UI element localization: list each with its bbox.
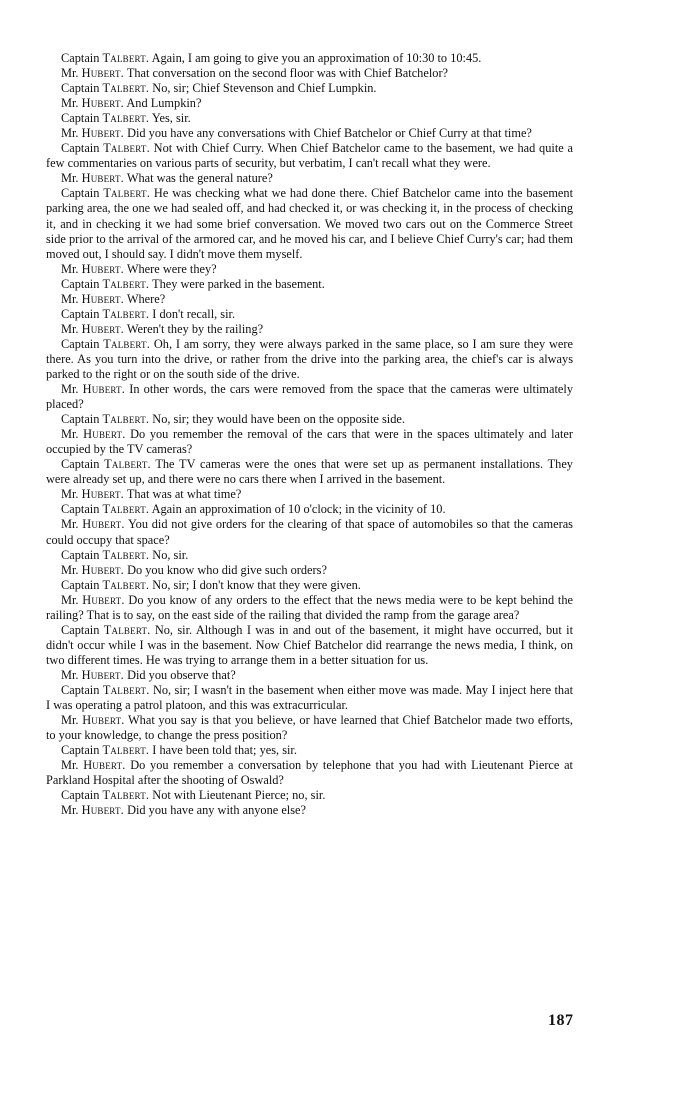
speaker-title: Mr. [61, 261, 79, 276]
speaker-name: Hubert. [81, 66, 124, 81]
speaker-name: Hubert. [82, 592, 125, 607]
testimony-paragraph [46, 517, 573, 547]
speaker-name: Talbert. [102, 547, 150, 562]
speaker-name: Hubert. [81, 261, 124, 276]
speech-text: Not with Lieutenant Pierce; no, sir. [152, 788, 326, 803]
testimony-paragraph [46, 277, 573, 292]
speech-text: No, sir; I don't know that they were given. [152, 577, 361, 592]
testimony-paragraph [46, 322, 573, 337]
speaker-title: Mr. [61, 592, 79, 607]
speaker-title: Captain [61, 743, 100, 758]
speaker-name: Talbert. [102, 502, 150, 517]
testimony-paragraph [46, 683, 573, 713]
speech-text: Where? [126, 291, 166, 306]
speech-text: Where were they? [126, 261, 217, 276]
testimony-paragraph [46, 292, 573, 307]
speech-text: Again an approximation of 10 o'clock; in the vicinity of 10. [151, 502, 446, 517]
speaker-name: Talbert. [102, 412, 150, 427]
speaker-name: Talbert. [103, 186, 150, 201]
speech-text: Do you remember a conversation by telephone that you had with Lieutenant Pierce at Parkland Hospital after the shooting of Oswald? [46, 758, 573, 788]
speaker-title: Captain [61, 111, 100, 126]
speech-text: No, sir; I wasn't in the basement when either move was made. May I inject here that I was operating a patrol platoon, and this was extracurricular. [46, 682, 574, 713]
testimony-paragraph [46, 141, 573, 171]
speech-text: Did you observe that? [127, 667, 236, 682]
speaker-title: Captain [61, 336, 100, 351]
speech-text: No, sir; Chief Stevenson and Chief Lumpkin. [152, 81, 377, 96]
testimony-paragraph [46, 803, 573, 818]
testimony-paragraph [46, 51, 573, 66]
speaker-title: Captain [61, 306, 100, 321]
testimony-paragraph [46, 66, 573, 81]
speaker-title: Mr. [61, 126, 79, 141]
testimony-paragraph [46, 81, 573, 96]
speaker-title: Captain [61, 141, 100, 156]
speech-text: What was the general nature? [126, 171, 273, 186]
speaker-name: Hubert. [82, 517, 125, 532]
speaker-name: Hubert. [81, 171, 124, 186]
speaker-title: Mr. [61, 713, 79, 728]
speaker-title: Captain [61, 547, 100, 562]
speaker-title: Mr. [61, 321, 79, 336]
speech-text: Yes, sir. [151, 111, 191, 126]
speaker-title: Mr. [61, 562, 79, 577]
speech-text: He was checking what we had done there. Chief Batchelor came into the basement parking area, the one we had sealed off, and had checked it, or was checking it, in the process of checking it, and in checking it we had some brief conversation. We moved two cars out on the Commerce Street side prior to the arrival of the armored car, and he moved his car, and I believe Chief Curry's car; had them moved out, I should say. I didn't move them myself. [46, 186, 574, 261]
speaker-title: Captain [61, 788, 100, 803]
speaker-name: Talbert. [102, 682, 150, 697]
speaker-name: Talbert. [102, 51, 150, 65]
speaker-name: Talbert. [102, 111, 150, 126]
speaker-title: Captain [61, 186, 100, 201]
speaker-title: Captain [61, 502, 100, 517]
testimony-paragraph [46, 307, 573, 322]
speaker-title: Mr. [61, 96, 79, 111]
speaker-name: Hubert. [81, 291, 124, 306]
speaker-name: Hubert. [81, 321, 124, 336]
speech-text: In other words, the cars were removed from the space that the cameras were ultimately placed? [46, 382, 574, 412]
testimony-paragraph [46, 382, 573, 412]
speech-text: Do you remember the removal of the cars that were in the spaces ultimately and later occupied by the TV cameras? [46, 427, 573, 457]
speaker-name: Hubert. [81, 562, 124, 577]
speaker-title: Captain [61, 682, 100, 697]
testimony-paragraph [46, 262, 573, 277]
speech-text: Did you have any conversations with Chief Batchelor or Chief Curry at that time? [127, 126, 532, 141]
speaker-name: Talbert. [102, 743, 150, 758]
speaker-title: Mr. [61, 382, 79, 397]
speech-text: Do you know of any orders to the effect that the news media were to be kept behind the railing? That is to say, on the east side of the railing that divided the ramp from the garage area? [46, 592, 573, 622]
speaker-title: Mr. [61, 487, 79, 502]
speaker-name: Talbert. [102, 276, 150, 291]
speaker-name: Talbert. [102, 788, 150, 803]
testimony-paragraph [46, 111, 573, 126]
speech-text: And Lumpkin? [126, 96, 202, 111]
speech-text: I don't recall, sir. [152, 306, 236, 321]
speech-text: That was at what time? [126, 487, 242, 502]
speaker-name: Hubert. [81, 667, 124, 682]
speaker-title: Captain [61, 51, 100, 65]
testimony-paragraph [46, 743, 573, 758]
testimony-paragraph [46, 457, 573, 487]
speaker-name: Talbert. [103, 622, 151, 637]
speaker-title: Mr. [61, 517, 79, 532]
speaker-title: Mr. [61, 758, 79, 773]
speech-text: Oh, I am sorry, they were always parked in the same place, so I am sure they were there. As you turn into the drive, or rather from the drive into the parking area, the chief's car is always parked to the right or on the south side of the drive. [46, 336, 573, 381]
testimony-paragraph [46, 623, 573, 668]
speaker-name: Hubert. [83, 427, 126, 442]
speaker-name: Talbert. [103, 336, 150, 351]
testimony-paragraph [46, 713, 573, 743]
speaker-name: Hubert. [82, 713, 125, 728]
speech-text: No, sir. [152, 547, 189, 562]
speech-text: You did not give orders for the clearing of that space of automobiles so that the cameras could occupy that space? [46, 517, 573, 547]
testimony-paragraph [46, 337, 573, 382]
testimony-paragraph [46, 788, 573, 803]
speaker-title: Captain [61, 81, 100, 96]
speaker-name: Hubert. [81, 487, 124, 502]
speaker-name: Hubert. [81, 96, 124, 111]
testimony-paragraph [46, 186, 573, 261]
speech-text: Weren't they by the railing? [126, 321, 264, 336]
speaker-title: Captain [61, 622, 100, 637]
testimony-paragraph [46, 668, 573, 683]
speaker-name: Talbert. [102, 81, 150, 96]
speaker-title: Captain [61, 577, 100, 592]
speech-text: Again, I am going to give you an approximation of 10:30 to 10:45. [151, 51, 482, 65]
speech-text: Not with Chief Curry. When Chief Batchelor came to the basement, we had quite a few commentaries on various parts of security, but verbatim, I can't recall what they were. [46, 141, 573, 171]
testimony-text [46, 51, 573, 818]
testimony-paragraph [46, 427, 573, 457]
speech-text: The TV cameras were the ones that were set up as permanent installations. They were already set up, and there were no cars there when I arrived in the basement. [46, 457, 573, 487]
speaker-title: Mr. [61, 66, 79, 81]
speaker-name: Talbert. [102, 306, 150, 321]
speaker-name: Talbert. [103, 141, 150, 156]
speaker-name: Hubert. [82, 382, 126, 397]
speech-text: No, sir. Although I was in and out of the basement, it might have occurred, but it didn't occur while I was in the basement. Now Chief Batchelor did rearrange the news media, I think, on two different times. He was trying to arrange them in a better situation for us. [46, 622, 573, 667]
speaker-name: Hubert. [83, 758, 126, 773]
testimony-paragraph [46, 487, 573, 502]
testimony-paragraph [46, 126, 573, 141]
speaker-name: Talbert. [102, 577, 150, 592]
speech-text: That conversation on the second floor was with Chief Batchelor? [126, 66, 449, 81]
speaker-name: Talbert. [104, 457, 151, 472]
speech-text: I have been told that; yes, sir. [152, 743, 297, 758]
speaker-title: Mr. [61, 667, 79, 682]
speaker-title: Mr. [61, 803, 79, 818]
speech-text: No, sir; they would have been on the opposite side. [152, 412, 405, 427]
testimony-paragraph [46, 412, 573, 427]
speaker-title: Mr. [61, 171, 79, 186]
testimony-paragraph [46, 96, 573, 111]
testimony-paragraph [46, 593, 573, 623]
page-number: 187 [548, 1012, 574, 1029]
speech-text: They were parked in the basement. [152, 276, 325, 291]
speaker-title: Mr. [61, 427, 79, 442]
speaker-name: Hubert. [81, 126, 124, 141]
speaker-title: Captain [61, 457, 100, 472]
speaker-name: Hubert. [81, 803, 124, 818]
speaker-title: Captain [61, 412, 100, 427]
testimony-paragraph [46, 548, 573, 563]
speech-text: Do you know who did give such orders? [127, 562, 327, 577]
speech-text: Did you have any with anyone else? [127, 803, 306, 818]
testimony-paragraph [46, 502, 573, 517]
speech-text: What you say is that you believe, or have learned that Chief Batchelor made two efforts, to your knowledge, to change the press position? [46, 713, 573, 743]
testimony-paragraph [46, 578, 573, 593]
testimony-paragraph [46, 758, 573, 788]
speaker-title: Mr. [61, 291, 79, 306]
testimony-paragraph [46, 171, 573, 186]
testimony-paragraph [46, 563, 573, 578]
speaker-title: Captain [61, 276, 100, 291]
